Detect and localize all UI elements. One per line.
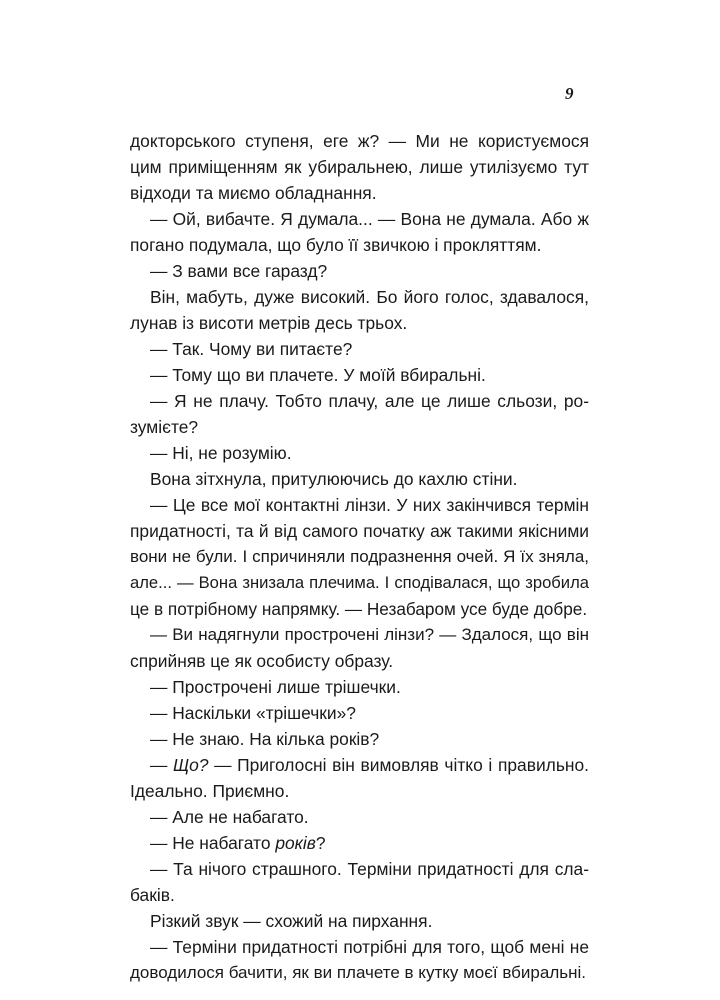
text-line: — Я не плачу. Тобто плачу, але це лише сльози, ро- <box>150 391 589 411</box>
text-line: сприйняв це як особисту образу. <box>130 651 394 671</box>
text-line: — Не знаю. На кілька років? <box>150 729 380 749</box>
text-line: — Ой, вибачте. Я думала... — Вона не думала. Або ж <box>150 209 589 229</box>
text-line: — Так. Чому ви питаєте? <box>150 339 353 359</box>
text-line: але... — Вона знизала плечима. І сподівалася, що зробила <box>130 573 589 592</box>
body-text <box>130 128 589 986</box>
text-line <box>130 752 589 778</box>
text-line: баків. <box>130 885 175 905</box>
text-line: — Це все мої контактні лінзи. У них закінчився термін <box>150 495 589 515</box>
text-line: докторського ступеня, еге ж? — Ми не користуємося <box>130 131 589 151</box>
text-line: — Але не набагато. <box>150 807 309 827</box>
text-line: вони не були. І спричиняли подразнення очей. Я їх зняла, <box>130 547 589 566</box>
text-line: — Та нічого страшного. Терміни придатності для сла- <box>150 859 589 879</box>
text-line: лунав із висоти метрів десь трьох. <box>130 313 408 333</box>
text-line: Вона зітхнула, притулюючись до кахлю стіни. <box>150 469 518 489</box>
text-line: — Тому що ви плачете. У моїй вбиральні. <box>150 365 486 385</box>
page-number: 9 <box>565 84 574 103</box>
text-line: це в потрібному напрямку. — Незабаром усе буде добре. <box>130 599 588 619</box>
italic-text: — Що? <box>150 755 209 775</box>
text-line: доводилося бачити, як ви плачете в кутку моєї вбиральні. <box>130 963 586 982</box>
text-line: — Ні, не розумію. <box>150 443 292 463</box>
text-span: — Не набагато <box>150 833 276 853</box>
text-line: зумієте? <box>130 417 199 437</box>
text-line <box>130 830 589 856</box>
text-span: ? <box>315 833 326 853</box>
text-line: відходи та миємо обладнання. <box>130 183 377 203</box>
text-line: Ідеально. Приємно. <box>130 781 290 801</box>
text-line: цим приміщенням як убиральнею, лише утилізуємо тут <box>130 157 589 177</box>
text-line: Різкий звук — схожий на пирхання. <box>150 911 433 931</box>
text-span: — Приголосні він вимовляв чітко і правильно. <box>208 755 589 775</box>
text-line: — Прострочені лише трішечки. <box>150 677 401 697</box>
text-line: Він, мабуть, дуже високий. Бо його голос, здавалося, <box>150 287 589 307</box>
text-line: — Наскільки «трішечки»? <box>150 703 356 723</box>
text-line: — Терміни придатності потрібні для того, щоб мені не <box>150 937 589 957</box>
text-line: придатності, та й від самого початку аж такими якісними <box>130 521 589 541</box>
text-line: — Ви надягнули прострочені лінзи? — Здалося, що він <box>150 625 589 644</box>
text-line: — З вами все гаразд? <box>150 261 328 281</box>
text-line: погано подумала, що було її звичкою і прокляттям. <box>130 235 542 255</box>
italic-text: років <box>275 833 316 853</box>
